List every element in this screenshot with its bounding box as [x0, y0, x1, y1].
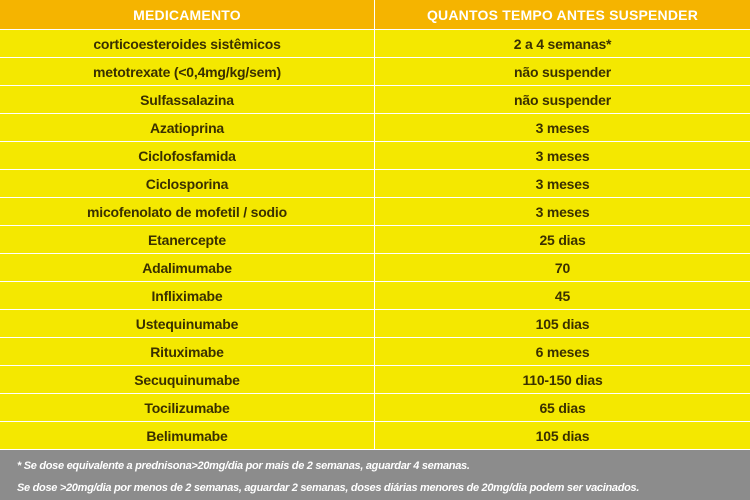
table-row — [0, 226, 750, 254]
table-row — [0, 86, 750, 114]
time-cell: 105 dias — [535, 315, 590, 332]
table-row — [0, 198, 750, 226]
medication-cell: Ustequinumabe — [0, 310, 375, 337]
medication-cell: corticoesteroides sistêmicos — [0, 30, 375, 57]
medication-cell: Azatioprina — [0, 114, 375, 141]
medication-cell: Sulfassalazina — [0, 86, 375, 113]
medication-cell: Ciclosporina — [0, 170, 375, 197]
medication-cell: Ciclofosfamida — [0, 142, 375, 169]
medication-cell: micofenolato de mofetil / sodio — [0, 198, 375, 225]
table-row — [0, 282, 750, 310]
time-cell: 3 meses — [535, 119, 590, 136]
time-cell: não suspender — [514, 91, 611, 108]
medication-cell: Rituximabe — [0, 338, 375, 365]
medication-cell: Belimumabe — [0, 422, 375, 449]
table-row — [0, 114, 750, 142]
table-header-row — [0, 0, 750, 30]
medication-cell: Infliximabe — [0, 282, 375, 309]
table-row — [0, 366, 750, 394]
time-cell: 105 dias — [535, 427, 590, 444]
time-cell: 3 meses — [535, 175, 590, 192]
table-row — [0, 58, 750, 86]
table-row — [0, 30, 750, 58]
table-row — [0, 142, 750, 170]
time-cell: 3 meses — [535, 203, 590, 220]
medication-cell: Etanercepte — [0, 226, 375, 253]
table-row — [0, 394, 750, 422]
table-row — [0, 338, 750, 366]
medication-cell: metotrexate (<0,4mg/kg/sem) — [0, 58, 375, 85]
footnote-2: Se dose >20mg/dia por menos de 2 semanas, aguardar 2 semanas, doses diárias menores de 20mg/dia podem ser vacinados. — [17, 482, 640, 494]
time-cell: 65 dias — [539, 399, 586, 416]
medication-cell: Tocilizumabe — [0, 394, 375, 421]
footnote-1: * Se dose equivalente a prednisona>20mg/dia por mais de 2 semanas, aguardar 4 semanas. — [17, 460, 470, 472]
table-body — [0, 30, 750, 450]
time-cell: não suspender — [514, 63, 611, 80]
table-row — [0, 422, 750, 450]
table-row — [0, 310, 750, 338]
medication-cell: Adalimumabe — [0, 254, 375, 281]
time-cell: 2 a 4 semanas* — [513, 35, 612, 52]
time-cell: 110-150 dias — [522, 371, 603, 388]
footnotes — [0, 450, 750, 500]
header-time-before-suspending: QUANTOS TEMPO ANTES SUSPENDER — [426, 6, 699, 23]
header-medication: MEDICAMENTO — [0, 0, 375, 29]
time-cell: 45 — [554, 287, 571, 304]
time-cell: 70 — [554, 259, 571, 276]
medication-cell: Secuquinumabe — [0, 366, 375, 393]
time-cell: 25 dias — [539, 231, 586, 248]
table-row — [0, 170, 750, 198]
time-cell: 6 meses — [535, 343, 590, 360]
table-row — [0, 254, 750, 282]
time-cell: 3 meses — [535, 147, 590, 164]
